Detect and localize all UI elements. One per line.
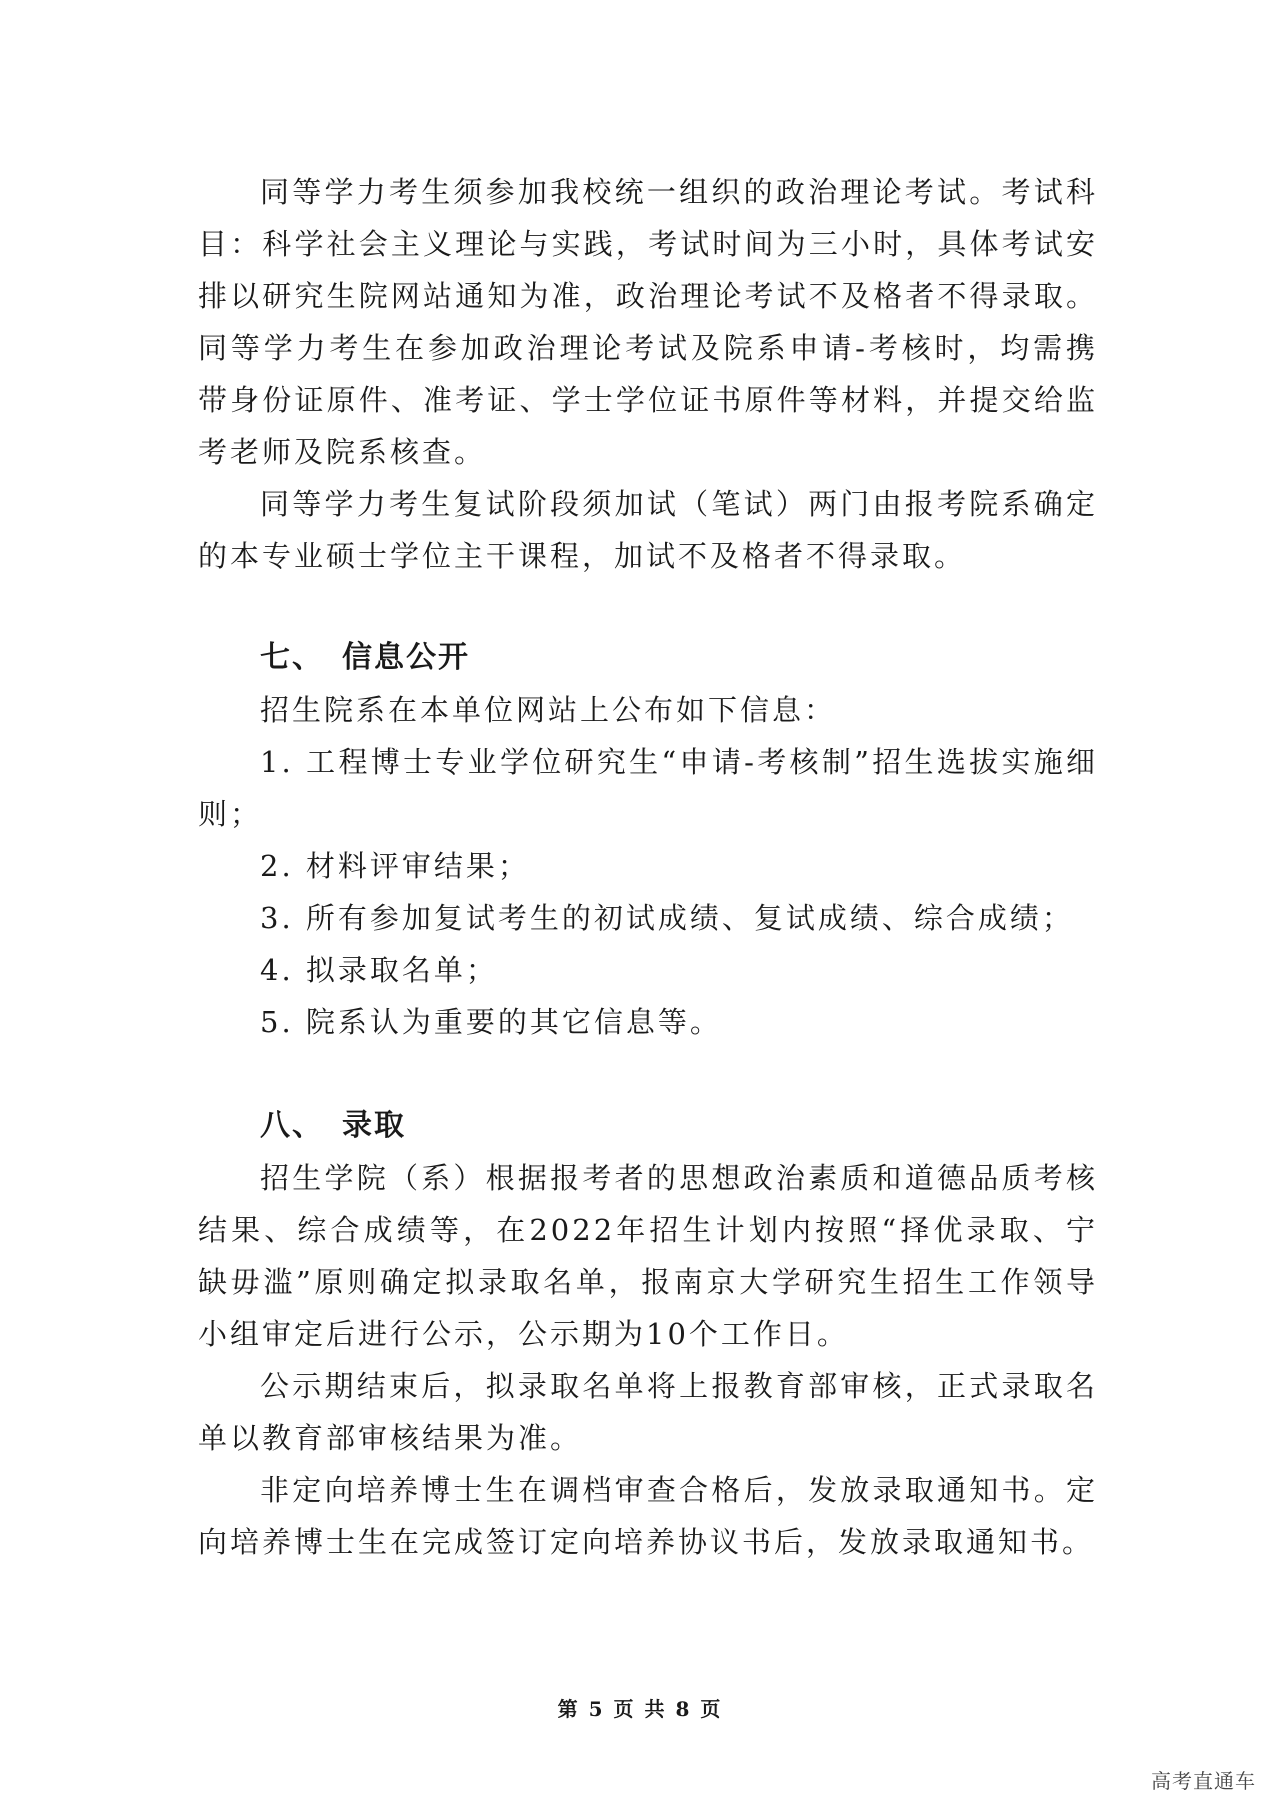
paragraph-ministry-review: 公示期结束后，拟录取名单将上报教育部审核，正式录取名单以教育部审核结果为准。 bbox=[198, 1369, 1098, 1455]
section-8-number: 八、 bbox=[260, 1108, 324, 1143]
list-item: 1. 工程博士专业学位研究生“申请-考核制”招生选拔实施细则； bbox=[198, 745, 1098, 831]
page-number-footer: 第 5 页 共 8 页 bbox=[557, 1697, 723, 1721]
list-item: 3. 所有参加复试考生的初试成绩、复试成绩、综合成绩； bbox=[260, 901, 1074, 935]
paragraph-admission-list: 招生学院（系）根据报考者的思想政治素质和道德品质考核结果、综合成绩等，在2022年招生计划内按照“择优录取、宁缺毋滥”原则确定拟录取名单，报南京大学研究生招生工作领导小组审定后进行公示，公示期为10个工作日。 bbox=[198, 1161, 1098, 1351]
page-content bbox=[198, 166, 1098, 1568]
section-7-number: 七、 bbox=[260, 640, 324, 675]
spacer bbox=[198, 582, 1098, 632]
section-7-heading bbox=[198, 632, 1098, 684]
list-item: 5. 院系认为重要的其它信息等。 bbox=[260, 1005, 722, 1039]
spacer bbox=[198, 1048, 1098, 1100]
paragraph-additional-exam: 同等学力考生复试阶段须加试（笔试）两门由报考院系确定的本专业硕士学位主干课程，加试不及格者不得录取。 bbox=[198, 487, 1098, 573]
paragraph-admission-notice: 非定向培养博士生在调档审查合格后，发放录取通知书。定向培养博士生在完成签订定向培养协议书后，发放录取通知书。 bbox=[198, 1473, 1098, 1559]
list-item: 4. 拟录取名单； bbox=[260, 953, 498, 987]
section-8-title: 录取 bbox=[342, 1108, 406, 1143]
list-item: 2. 材料评审结果； bbox=[260, 849, 530, 883]
section-7-title: 信息公开 bbox=[342, 640, 470, 675]
paragraph-political-exam: 同等学力考生须参加我校统一组织的政治理论考试。考试科目：科学社会主义理论与实践，考试时间为三小时，具体考试安排以研究生院网站通知为准，政治理论考试不及格者不得录取。同等学力考生在参加政治理论考试及院系申请-考核时，均需携带身份证原件、准考证、学士学位证书原件等材料，并提交给监考老师及院系核查。 bbox=[198, 175, 1098, 469]
section-7-intro: 招生院系在本单位网站上公布如下信息： bbox=[260, 693, 837, 727]
watermark: 高考直通车 bbox=[1151, 1769, 1256, 1793]
section-8-heading bbox=[198, 1100, 1098, 1152]
